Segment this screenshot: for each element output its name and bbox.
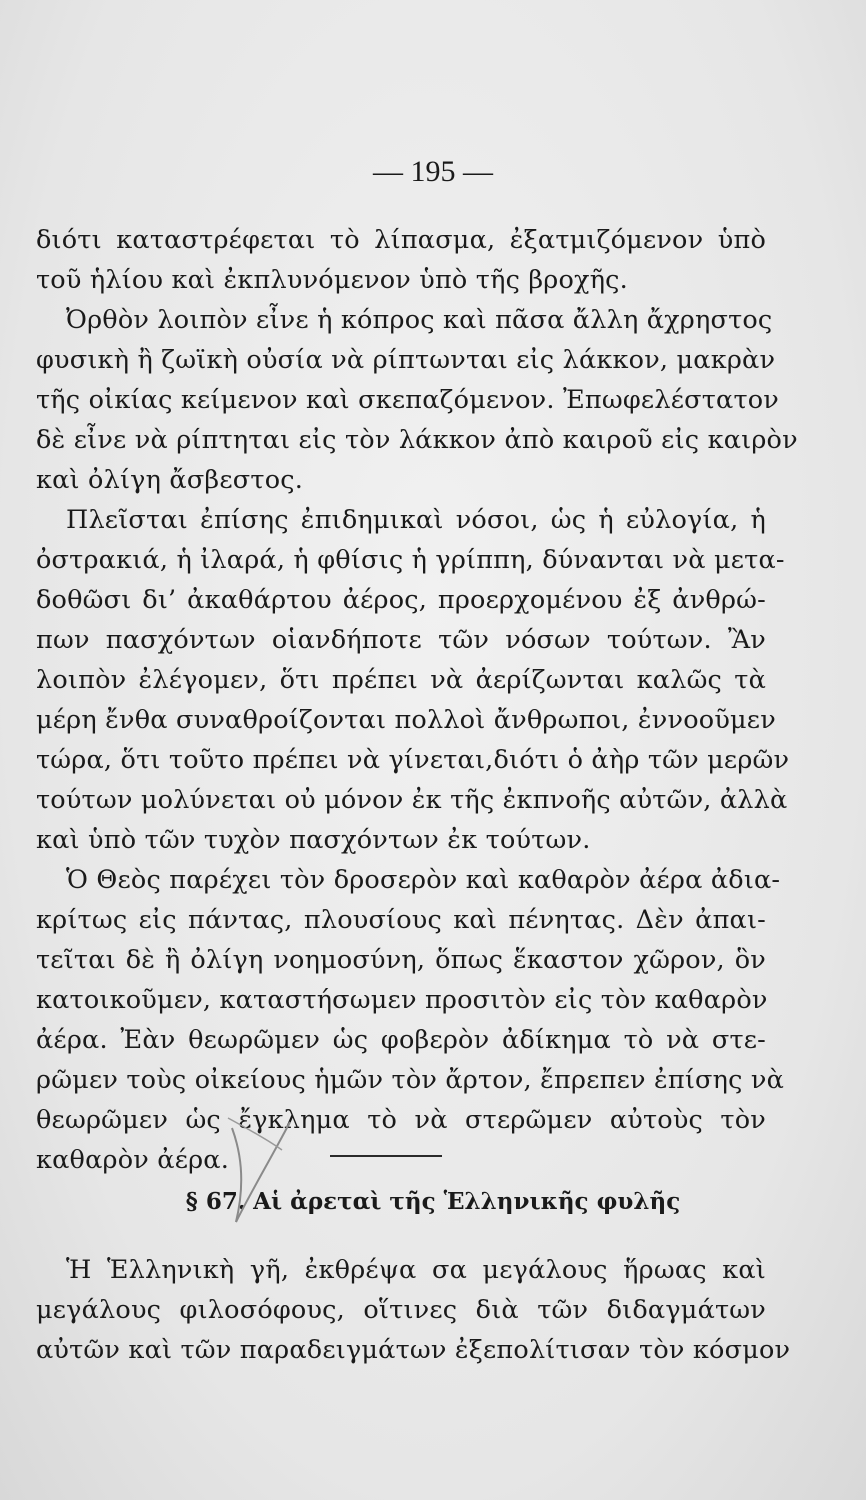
text-line: κατοικοῦμεν, καταστήσωμεν προσιτὸν εἰς τὸν καθαρὸν bbox=[36, 985, 768, 1015]
text-line: θεωρῶμεν ὡς ἔγκλημα τὸ νὰ στερῶμεν αὐτοὺς τὸν bbox=[36, 1105, 766, 1135]
text-line: αὐτῶν καὶ τῶν παραδειγμάτων ἐξεπολίτισαν τὸν κόσμον bbox=[36, 1335, 791, 1365]
text-line: δὲ εἶνε νὰ ρίπτηται εἰς τὸν λάκκον ἀπὸ καιροῦ εἰς καιρὸν bbox=[36, 425, 798, 455]
text-line: ρῶμεν τοὺς οἰκείους ἡμῶν τὸν ἄρτον, ἔπρεπεν ἐπίσης νὰ bbox=[36, 1065, 785, 1095]
text-line: Ἡ Ἑλληνικὴ γῆ, ἐκθρέψα σα μεγάλους ἥρωας καὶ bbox=[66, 1255, 766, 1285]
text-line: καὶ ὀλίγη ἄσβεστος. bbox=[36, 465, 304, 495]
text-line: καθαρὸν ἀέρα. bbox=[36, 1145, 230, 1175]
text-line: φυσικὴ ἢ ζωϊκὴ οὐσία νὰ ρίπτωνται εἰς λάκκον, μακρὰν bbox=[36, 345, 776, 375]
text-line: ὀστρακιά, ἡ ἰλαρά, ἡ φθίσις ἡ γρίππη, δύνανται νὰ μετα- bbox=[36, 545, 785, 575]
text-line: Πλεῖσται ἐπίσης ἐπιδημικαὶ νόσοι, ὡς ἡ εὐλογία, ἡ bbox=[66, 505, 766, 535]
text-line: τούτων μολύνεται οὐ μόνον ἐκ τῆς ἐκπνοῆς αὐτῶν, ἀλλὰ bbox=[36, 785, 788, 815]
text-line: ἀέρα. Ἐὰν θεωρῶμεν ὡς φοβερὸν ἀδίκημα τὸ νὰ στε- bbox=[36, 1025, 766, 1055]
text-line: μέρη ἔνθα συναθροίζονται πολλοὶ ἄνθρωποι, ἐννοοῦμεν bbox=[36, 705, 776, 735]
section-title: Αἱ ἀρεταὶ τῆς Ἑλληνικῆς φυλῆς bbox=[253, 1188, 681, 1215]
text-line: τῆς οἰκίας κείμενον καὶ σκεπαζόμενον. Ἐπωφελέστατον bbox=[36, 385, 780, 415]
section-divider bbox=[330, 1155, 442, 1157]
text-line: δοθῶσι δι’ ἀκαθάρτου ἀέρος, προερχομένου ἐξ ἀνθρώ- bbox=[36, 585, 766, 615]
text-line: Ὀρθὸν λοιπὸν εἶνε ἡ κόπρος καὶ πᾶσα ἄλλη ἄχρηστος bbox=[66, 305, 773, 335]
text-line: Ὁ Θεὸς παρέχει τὸν δροσερὸν καὶ καθαρὸν ἀέρα ἀδια- bbox=[66, 865, 781, 895]
section-number: § 67. bbox=[185, 1188, 246, 1215]
text-line: κρίτως εἰς πάντας, πλουσίους καὶ πένητας. Δὲν ἀπαι- bbox=[36, 905, 766, 935]
text-line: πων πασχόντων οἱανδήποτε τῶν νόσων τούτων. Ἂν bbox=[36, 625, 766, 655]
text-line: τεῖται δὲ ἢ ὀλίγη νοημοσύνη, ὅπως ἕκαστον χῶρον, ὃν bbox=[36, 945, 766, 975]
text-line: διότι καταστρέφεται τὸ λίπασμα, ἐξατμιζόμενον ὑπὸ bbox=[36, 225, 766, 255]
text-line: τώρα, ὅτι τοῦτο πρέπει νὰ γίνεται,διότι ὁ ἀὴρ τῶν μερῶν bbox=[36, 745, 790, 775]
section-heading bbox=[0, 1188, 866, 1215]
page-number: — 195 — bbox=[373, 155, 493, 188]
text-line: καὶ ὑπὸ τῶν τυχὸν πασχόντων ἐκ τούτων. bbox=[36, 825, 591, 855]
text-line: μεγάλους φιλοσόφους, οἵτινες διὰ τῶν διδαγμάτων bbox=[36, 1295, 766, 1325]
text-line: τοῦ ἡλίου καὶ ἐκπλυνόμενον ὑπὸ τῆς βροχῆς. bbox=[36, 265, 628, 295]
text-line: λοιπὸν ἐλέγομεν, ὅτι πρέπει νὰ ἀερίζωνται καλῶς τὰ bbox=[36, 665, 766, 695]
